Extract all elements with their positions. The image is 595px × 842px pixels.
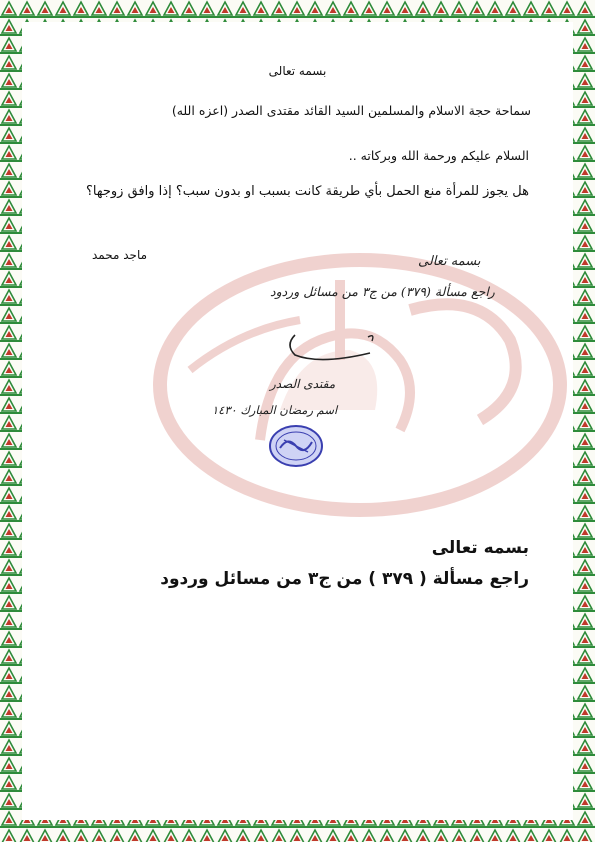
greeting-line: السلام عليكم ورحمة الله وبركاته .. [348,148,529,163]
handwritten-name: مقتدى الصدر [270,377,336,391]
official-stamp [268,424,324,468]
answer-title: بسمه تعالى [431,538,529,558]
handwritten-date: اسم رمضان المبارك ١٤٣٠ [212,403,338,417]
handwritten-signature [280,325,390,370]
answer-text: راجع مسألة ( ٣٧٩ ) من ج٣ من مسائل وردود [160,569,529,589]
handwritten-title: بسمه تعالى [418,254,481,269]
handwritten-reference: راجع مسألة (٣٧٩) من ج٣ من مسائل وردود [270,284,495,299]
document-header: بسمه تعالى [268,64,327,78]
sender-name: ماجد محمد [92,248,148,262]
question-text: هل يجوز للمرأة منع الحمل بأي طريقة كانت بسبب او بدون سبب؟ إذا وافق زوجها؟ [86,184,529,199]
address-line: سماحة حجة الاسلام والمسلمين السيد القائد مقتدى الصدر (اعزه الله) [171,103,531,118]
